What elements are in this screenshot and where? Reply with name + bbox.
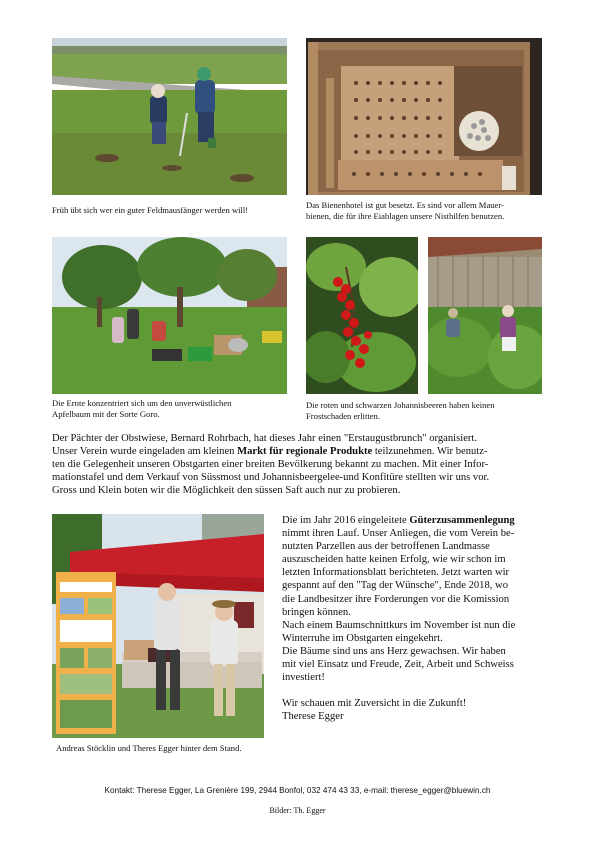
photo-red-currants [306, 237, 418, 394]
caption-berries: Die roten und schwarzen Johannisbeeren haben keinen Frostschaden erlitten. [306, 400, 495, 421]
paragraph-brunch [52, 432, 552, 497]
paragraph-brunch-bold: Markt für regionale Produkte [237, 446, 373, 458]
paragraph-brunch-text-1: Der Pächter der Obstwiese, Bernard Rohrbach, hat dieses Jahr einen "Erstaugustbrunch" organisiert. Unser Verein wurde eingeladen am kleinen [52, 433, 478, 458]
paragraph-land-text-2: nimmt ihren Lauf. Unser Anliegen, die vom Verein be- nutzten Parzellen aus der betroffenen Landmasse auszuscheiden hatte keinen Erfolg, wie wir schon im letzten Informationsblatt berichteten. Jetzt warten wir gespannt auf den "Tag der Wünsche", Ende 2018, wo die Landbesitzer ihre Forderungen vor die Komission bringen können. Nach einem Baumschnittkurs im November ist nun die Winterruhe im Obstgarten eingekehrt. Die Bäume sind uns ans Herz gewachsen. Wir haben mit viel Einsatz und Freude, Zeit, Arbeit und Schweiss investiert! Wir schauen mit Zuversicht in die Zukunft! Therese Egger [282, 528, 516, 723]
caption-stand: Andreas Stöcklin und Theres Egger hinter dem Stand. [56, 743, 242, 753]
caption-children: Früh übt sich wer ein guter Feldmausfänger werden will! [52, 205, 249, 215]
photo-children-field [52, 38, 287, 195]
photo-market-stand [52, 514, 264, 738]
photo-harvest [52, 237, 287, 394]
photo-credit: Bilder: Th. Egger [269, 806, 326, 815]
photo-bee-hotel [306, 38, 542, 195]
paragraph-land-bold: Güterzusammenlegung [409, 515, 515, 526]
caption-bee-hotel: Das Bienenhotel ist gut besetzt. Es sind vor allem Mauer- bienen, die für ihre Eiablagen unsere Nisthilfen benutzen. [306, 200, 505, 221]
contact-line: Kontakt: Therese Egger, La Grenière 199, 2944 Bonfol, 032 474 43 33, e-mail: therese_egger@bluewin.ch [104, 786, 491, 795]
photo-berry-picking [428, 237, 542, 394]
paragraph-brunch-text-2: teilzunehmen. Wir benutz- ten die Gelegenheit unseren Obstgarten einer breiten Bevölkerung bekannt zu machen. Mit einer Infor- mationstafel und dem Verkauf von Süssmost und Johannisbeergelee-und Konfitüre stellten wir uns vor. Gross und Klein boten wir die Möglichkeit den süssen Saft auch nur zu probieren. [52, 446, 490, 497]
caption-harvest: Die Ernte konzentriert sich um den unverwüstlichen Apfelbaum mit der Sorte Goro. [52, 398, 232, 419]
paragraph-land-text-1: Die im Jahr 2016 eingeleitete [282, 515, 410, 526]
paragraph-land-consolidation [282, 514, 557, 724]
